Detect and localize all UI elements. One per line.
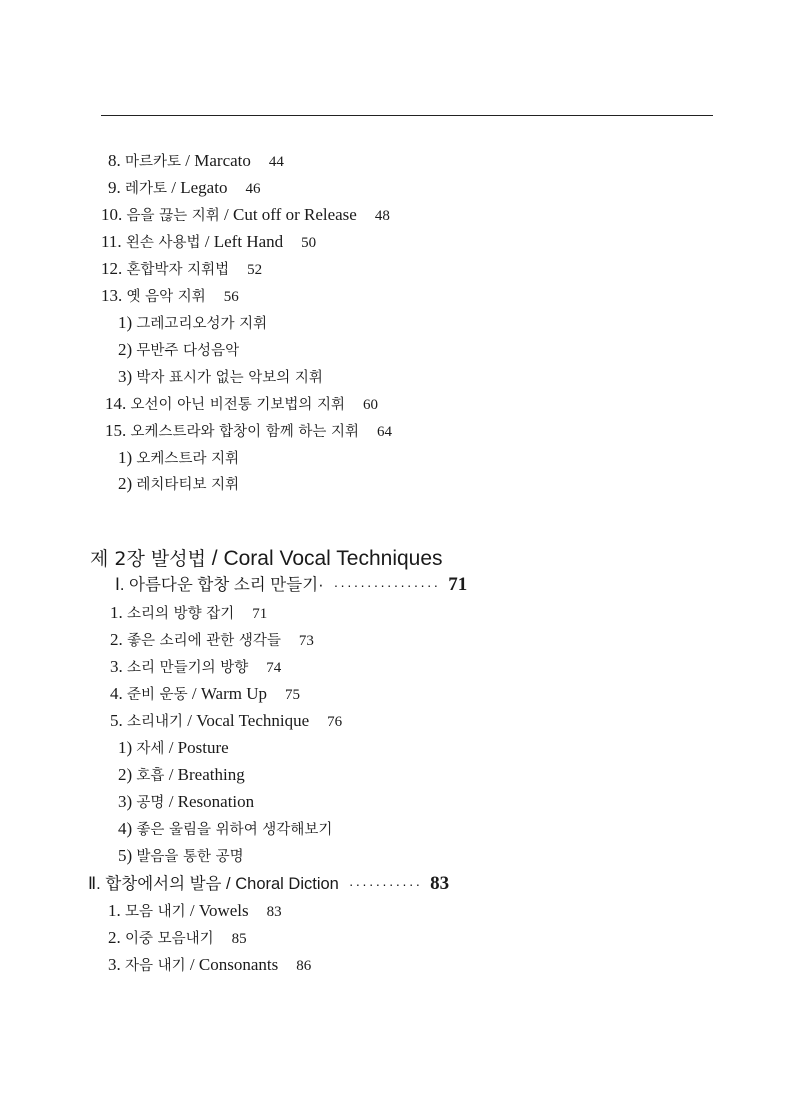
- chapter-heading: 제 2장 발성법 / Coral Vocal Techniques: [90, 547, 443, 570]
- toc-entry[interactable]: 2. 좋은 소리에 관한 생각들 73: [110, 630, 314, 649]
- toc-entry[interactable]: 10. 음을 끊는 지휘 / Cut off or Release 48: [101, 205, 390, 224]
- toc-subentry[interactable]: 1) 그레고리오성가 지휘: [118, 313, 268, 332]
- toc-subentry[interactable]: 1) 자세 / Posture: [118, 738, 229, 757]
- toc-entry[interactable]: 4. 준비 운동 / Warm Up 75: [110, 684, 301, 703]
- toc-subentry[interactable]: 5) 발음을 통한 공명: [118, 846, 244, 865]
- toc-entry[interactable]: 8. 마르카토 / Marcato 44: [108, 151, 284, 170]
- toc-entry[interactable]: 14. 오선이 아닌 비전통 기보법의 지휘 60: [105, 394, 379, 413]
- toc-entry[interactable]: 11. 왼손 사용법 / Left Hand 50: [101, 232, 317, 251]
- toc-subentry[interactable]: 2) 호흡 / Breathing: [118, 765, 245, 784]
- toc-entry[interactable]: 12. 혼합박자 지휘법 52: [101, 259, 263, 278]
- toc-subentry[interactable]: 1) 오케스트라 지휘: [118, 448, 240, 467]
- section-heading[interactable]: Ⅰ. 아름다운 합창 소리 만들기· ················ 71: [115, 574, 468, 595]
- section-heading[interactable]: Ⅱ. 합창에서의 발음 / Choral Diction ··········· 83: [88, 873, 450, 894]
- toc-subentry[interactable]: 2) 무반주 다성음악: [118, 340, 240, 359]
- toc-subentry[interactable]: 3) 공명 / Resonation: [118, 792, 255, 811]
- toc-subentry[interactable]: 2) 레치타티보 지휘: [118, 474, 240, 493]
- header-rule: [101, 115, 713, 116]
- toc-subentry[interactable]: 3) 박자 표시가 없는 악보의 지휘: [118, 367, 323, 386]
- toc-entry[interactable]: 13. 옛 음악 지휘 56: [101, 286, 239, 305]
- toc-entry[interactable]: 15. 오케스트라와 합창이 함께 하는 지휘 64: [105, 421, 393, 440]
- toc-entry[interactable]: 2. 이중 모음내기 85: [108, 928, 247, 947]
- toc-entry[interactable]: 1. 모음 내기 / Vowels 83: [108, 901, 282, 920]
- toc-entry[interactable]: 9. 레가토 / Legato 46: [108, 178, 261, 197]
- toc-entry[interactable]: 3. 자음 내기 / Consonants 86: [108, 955, 312, 974]
- toc-entry[interactable]: 5. 소리내기 / Vocal Technique 76: [110, 711, 343, 730]
- toc-entry[interactable]: 3. 소리 만들기의 방향 74: [110, 657, 282, 676]
- toc-entry[interactable]: 1. 소리의 방향 잡기 71: [110, 603, 268, 622]
- toc-subentry[interactable]: 4) 좋은 울림을 위하여 생각해보기: [118, 819, 333, 838]
